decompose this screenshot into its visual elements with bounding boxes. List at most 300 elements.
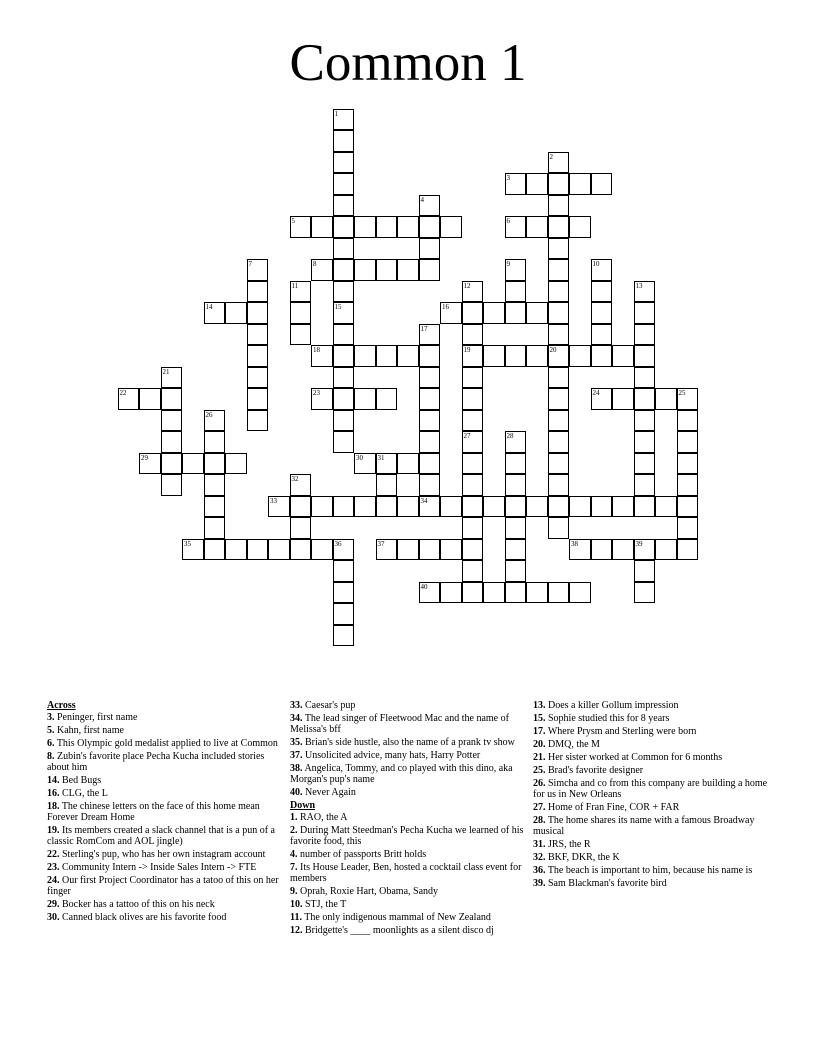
grid-cell[interactable] — [591, 173, 613, 195]
grid-cell[interactable] — [677, 453, 699, 475]
clues-column-2 — [290, 700, 526, 938]
grid-cell[interactable] — [333, 281, 355, 303]
grid-cell[interactable] — [333, 582, 355, 604]
grid-cell[interactable] — [204, 410, 226, 432]
down-clue — [533, 839, 781, 850]
clue-label: 38. — [290, 763, 303, 774]
grid-cell[interactable] — [204, 496, 226, 518]
grid-cell[interactable] — [333, 130, 355, 152]
clue-text: Bed Bugs — [62, 775, 102, 786]
grid-cell[interactable] — [591, 345, 613, 367]
grid-cell[interactable] — [311, 259, 333, 281]
grid-cell[interactable] — [505, 517, 527, 539]
grid-cell[interactable] — [333, 496, 355, 518]
grid-cell[interactable] — [569, 539, 591, 561]
grid-cell[interactable] — [505, 582, 527, 604]
grid-cell[interactable] — [182, 539, 204, 561]
clue-label: 35. — [290, 737, 303, 748]
clue-number: 7 — [248, 260, 252, 268]
grid-cell[interactable] — [161, 431, 183, 453]
grid-cell[interactable] — [333, 259, 355, 281]
grid-cell[interactable] — [634, 453, 656, 475]
grid-cell[interactable] — [247, 367, 269, 389]
grid-cell[interactable] — [225, 539, 247, 561]
grid-cell[interactable] — [333, 324, 355, 346]
grid-cell[interactable] — [247, 345, 269, 367]
grid-cell[interactable] — [548, 410, 570, 432]
grid-cell[interactable] — [440, 582, 462, 604]
clue-number: 27 — [463, 432, 471, 440]
grid-cell[interactable] — [247, 410, 269, 432]
grid-cell[interactable] — [634, 410, 656, 432]
grid-cell[interactable] — [311, 216, 333, 238]
grid-cell[interactable] — [677, 474, 699, 496]
clue-text: number of passports Britt holds — [300, 849, 427, 860]
grid-cell[interactable] — [440, 539, 462, 561]
across-clue — [47, 875, 287, 897]
clue-number: 18 — [313, 346, 320, 354]
clue-number: 16 — [442, 303, 449, 311]
grid-cell[interactable] — [376, 539, 398, 561]
grid-cell[interactable] — [333, 109, 355, 131]
grid-cell[interactable] — [548, 195, 570, 217]
grid-cell[interactable] — [290, 216, 312, 238]
grid-cell[interactable] — [440, 302, 462, 324]
grid-cell[interactable] — [526, 582, 548, 604]
clue-label: 16. — [47, 788, 60, 799]
grid-cell[interactable] — [419, 453, 441, 475]
clue-text: Simcha and co from this company are building a home for us in New Orleans — [533, 778, 768, 800]
clue-number: 11 — [291, 281, 299, 290]
grid-cell[interactable] — [634, 474, 656, 496]
grid-cell[interactable] — [548, 216, 570, 238]
clue-text: Canned black olives are his favorite food — [62, 912, 227, 923]
grid-cell[interactable] — [591, 388, 613, 410]
grid-cell[interactable] — [161, 453, 183, 475]
clue-label: 36. — [533, 865, 546, 876]
grid-cell[interactable] — [612, 539, 634, 561]
down-clue — [533, 865, 781, 876]
clue-text: Community Intern -> Inside Sales Intern -> FTE — [62, 862, 257, 873]
grid-cell[interactable] — [247, 302, 269, 324]
grid-cell[interactable] — [548, 238, 570, 260]
clue-number: 13 — [635, 281, 643, 290]
grid-cell[interactable] — [354, 216, 376, 238]
grid-cell[interactable] — [333, 625, 355, 647]
grid-cell[interactable] — [634, 324, 656, 346]
grid-cell[interactable] — [247, 281, 269, 303]
grid-cell[interactable] — [548, 431, 570, 453]
grid-cell[interactable] — [483, 582, 505, 604]
grid-cell[interactable] — [526, 345, 548, 367]
grid-cell[interactable] — [290, 539, 312, 561]
clue-number: 37 — [377, 539, 385, 548]
grid-cell[interactable] — [376, 496, 398, 518]
grid-cell[interactable] — [419, 216, 441, 238]
grid-cell[interactable] — [354, 388, 376, 410]
grid-cell[interactable] — [419, 431, 441, 453]
clue-text: The chinese letters on the face of this home mean Forever Dream Home — [47, 801, 260, 823]
grid-cell[interactable] — [204, 453, 226, 475]
clue-text: Peninger, first name — [57, 712, 138, 723]
grid-cell[interactable] — [505, 302, 527, 324]
grid-cell[interactable] — [634, 367, 656, 389]
grid-cell[interactable] — [333, 603, 355, 625]
clue-number: 38 — [571, 539, 578, 548]
grid-cell[interactable] — [376, 259, 398, 281]
grid-cell[interactable] — [569, 216, 591, 238]
grid-cell[interactable] — [677, 431, 699, 453]
grid-cell[interactable] — [290, 517, 312, 539]
grid-cell[interactable] — [591, 302, 613, 324]
down-clue — [290, 862, 526, 884]
grid-cell[interactable] — [505, 345, 527, 367]
across-clue — [47, 725, 287, 736]
clue-number: 25 — [678, 389, 686, 397]
clue-text: Its members created a slack channel that is a pun of a classic RomCom and AOL jingle) — [47, 825, 275, 847]
grid-cell[interactable] — [397, 539, 419, 561]
grid-cell[interactable] — [462, 388, 484, 410]
grid-cell[interactable] — [462, 431, 484, 453]
grid-cell[interactable] — [505, 560, 527, 582]
grid-cell[interactable] — [333, 152, 355, 174]
grid-cell[interactable] — [139, 388, 161, 410]
grid-cell[interactable] — [505, 496, 527, 518]
grid-cell[interactable] — [333, 410, 355, 432]
across-clue — [47, 825, 287, 847]
grid-cell[interactable] — [397, 453, 419, 475]
grid-cell[interactable] — [634, 388, 656, 410]
grid-cell[interactable] — [376, 345, 398, 367]
grid-cell[interactable] — [376, 216, 398, 238]
across-clue — [290, 787, 526, 798]
grid-cell[interactable] — [462, 496, 484, 518]
down-clue — [533, 752, 781, 763]
down-clue — [533, 726, 781, 737]
grid-cell[interactable] — [634, 496, 656, 518]
grid-cell[interactable] — [419, 345, 441, 367]
grid-cell[interactable] — [247, 259, 269, 281]
grid-cell[interactable] — [548, 496, 570, 518]
grid-cell[interactable] — [182, 453, 204, 475]
grid-cell[interactable] — [569, 173, 591, 195]
grid-cell[interactable] — [548, 367, 570, 389]
grid-cell[interactable] — [634, 345, 656, 367]
grid-cell[interactable] — [548, 324, 570, 346]
clue-text: The home shares its name with a famous Broadway musical — [533, 815, 755, 837]
grid-cell[interactable] — [333, 388, 355, 410]
clue-number: 36 — [334, 539, 342, 548]
grid-cell[interactable] — [548, 281, 570, 303]
clue-text: Angelica, Tommy, and co played with this dino, aka Morgan's pup's name — [290, 763, 513, 785]
grid-cell[interactable] — [204, 431, 226, 453]
grid-cell[interactable] — [505, 259, 527, 281]
grid-cell[interactable] — [677, 496, 699, 518]
grid-cell[interactable] — [548, 474, 570, 496]
grid-cell[interactable] — [419, 238, 441, 260]
clue-number: 35 — [184, 539, 191, 548]
grid-cell[interactable] — [333, 216, 355, 238]
grid-cell[interactable] — [290, 496, 312, 518]
grid-cell[interactable] — [376, 388, 398, 410]
grid-cell[interactable] — [462, 539, 484, 561]
grid-cell[interactable] — [204, 302, 226, 324]
clue-text: Brian's side hustle, also the name of a prank tv show — [305, 737, 515, 748]
grid-cell[interactable] — [290, 281, 312, 303]
grid-cell[interactable] — [505, 453, 527, 475]
clues-column-3 — [533, 700, 781, 891]
down-clue — [533, 802, 781, 813]
grid-cell[interactable] — [505, 173, 527, 195]
grid-cell[interactable] — [505, 216, 527, 238]
grid-cell[interactable] — [376, 453, 398, 475]
grid-cell[interactable] — [161, 367, 183, 389]
grid-cell[interactable] — [440, 216, 462, 238]
clue-label: 20. — [533, 739, 546, 750]
grid-cell[interactable] — [290, 324, 312, 346]
clue-number: 19 — [463, 346, 471, 354]
grid-cell[interactable] — [569, 582, 591, 604]
grid-cell[interactable] — [247, 324, 269, 346]
grid-cell[interactable] — [333, 367, 355, 389]
grid-cell[interactable] — [462, 410, 484, 432]
grid-cell[interactable] — [548, 453, 570, 475]
grid-cell[interactable] — [268, 539, 290, 561]
clue-label: 3. — [47, 712, 55, 723]
grid-cell[interactable] — [290, 474, 312, 496]
grid-cell[interactable] — [333, 302, 355, 324]
clue-number: 14 — [205, 303, 213, 311]
clue-number: 23 — [313, 389, 320, 397]
grid-cell[interactable] — [462, 560, 484, 582]
clue-label: 34. — [290, 713, 303, 724]
across-clue — [47, 788, 287, 799]
clue-number: 8 — [313, 260, 317, 268]
grid-cell[interactable] — [311, 496, 333, 518]
grid-cell[interactable] — [612, 388, 634, 410]
grid-cell[interactable] — [462, 345, 484, 367]
page-title: Common 1 — [289, 34, 527, 92]
grid-cell[interactable] — [548, 582, 570, 604]
clue-label: 6. — [47, 738, 55, 749]
grid-cell[interactable] — [247, 388, 269, 410]
grid-cell[interactable] — [655, 539, 677, 561]
across-clue — [47, 801, 287, 823]
clue-text: Our first Project Coordinator has a tatoo of this on her finger — [47, 875, 279, 897]
grid-cell[interactable] — [333, 173, 355, 195]
across-clue — [47, 738, 287, 749]
clue-text: Its House Leader, Ben, hosted a cocktail class event for members — [290, 862, 522, 884]
grid-cell[interactable] — [462, 517, 484, 539]
grid-cell[interactable] — [569, 345, 591, 367]
clue-number: 32 — [291, 475, 299, 483]
clue-number: 10 — [592, 260, 600, 268]
clue-text: Bridgette's ____ moonlights as a silent disco dj — [305, 925, 494, 936]
grid-cell[interactable] — [483, 345, 505, 367]
grid-cell[interactable] — [505, 431, 527, 453]
across-clue — [47, 849, 287, 860]
grid-cell[interactable] — [591, 259, 613, 281]
grid-cell[interactable] — [569, 496, 591, 518]
across-clue — [47, 775, 287, 786]
grid-cell[interactable] — [612, 345, 634, 367]
grid-cell[interactable] — [548, 152, 570, 174]
grid-cell[interactable] — [225, 302, 247, 324]
grid-cell[interactable] — [311, 345, 333, 367]
grid-cell[interactable] — [268, 496, 290, 518]
clue-label: 10. — [290, 899, 303, 910]
grid-cell[interactable] — [505, 474, 527, 496]
grid-cell[interactable] — [655, 496, 677, 518]
grid-cell[interactable] — [247, 539, 269, 561]
grid-cell[interactable] — [397, 496, 419, 518]
clue-text: Bocker has a tattoo of this on his neck — [62, 899, 215, 910]
clue-label: 19. — [47, 825, 60, 836]
grid-cell[interactable] — [505, 281, 527, 303]
grid-cell[interactable] — [462, 324, 484, 346]
grid-cell[interactable] — [612, 496, 634, 518]
clue-text: Sophie studied this for 8 years — [548, 713, 670, 724]
down-clue — [533, 700, 781, 711]
grid-cell[interactable] — [591, 281, 613, 303]
grid-cell[interactable] — [526, 302, 548, 324]
clue-label: 13. — [533, 700, 546, 711]
grid-cell[interactable] — [161, 388, 183, 410]
grid-cell[interactable] — [139, 453, 161, 475]
grid-cell[interactable] — [655, 388, 677, 410]
grid-cell[interactable] — [548, 259, 570, 281]
grid-cell[interactable] — [677, 539, 699, 561]
grid-cell[interactable] — [548, 345, 570, 367]
grid-cell[interactable] — [354, 345, 376, 367]
grid-cell[interactable] — [462, 453, 484, 475]
grid-cell[interactable] — [677, 410, 699, 432]
clues-column-1 — [47, 700, 287, 925]
grid-cell[interactable] — [333, 345, 355, 367]
grid-cell[interactable] — [419, 259, 441, 281]
grid-cell[interactable] — [161, 474, 183, 496]
grid-cell[interactable] — [634, 539, 656, 561]
grid-cell[interactable] — [462, 281, 484, 303]
grid-cell[interactable] — [333, 238, 355, 260]
grid-cell[interactable] — [634, 431, 656, 453]
down-clue — [290, 812, 526, 823]
down-clue — [533, 765, 781, 776]
clue-number: 31 — [377, 453, 385, 462]
grid-cell[interactable] — [591, 539, 613, 561]
clue-number: 2 — [549, 152, 553, 161]
grid-cell[interactable] — [548, 517, 570, 539]
grid-cell[interactable] — [677, 517, 699, 539]
grid-cell[interactable] — [225, 453, 247, 475]
clue-number: 12 — [463, 281, 471, 290]
grid-cell[interactable] — [204, 474, 226, 496]
grid-cell[interactable] — [354, 259, 376, 281]
grid-cell[interactable] — [419, 195, 441, 217]
grid-cell[interactable] — [419, 539, 441, 561]
grid-cell[interactable] — [419, 582, 441, 604]
grid-cell[interactable] — [397, 216, 419, 238]
across-clue — [290, 763, 526, 785]
grid-cell[interactable] — [333, 539, 355, 561]
grid-cell[interactable] — [634, 582, 656, 604]
grid-cell[interactable] — [505, 539, 527, 561]
grid-cell[interactable] — [419, 324, 441, 346]
across-clue — [47, 862, 287, 873]
grid-cell[interactable] — [333, 195, 355, 217]
grid-cell[interactable] — [440, 496, 462, 518]
grid-cell[interactable] — [118, 388, 140, 410]
grid-cell[interactable] — [548, 302, 570, 324]
clue-label: 5. — [47, 725, 55, 736]
clue-label: 4. — [290, 849, 298, 860]
grid-cell[interactable] — [354, 453, 376, 475]
grid-cell[interactable] — [419, 388, 441, 410]
across-header: Across — [47, 700, 76, 711]
grid-cell[interactable] — [419, 367, 441, 389]
grid-cell[interactable] — [419, 496, 441, 518]
grid-cell[interactable] — [333, 560, 355, 582]
grid-cell[interactable] — [634, 302, 656, 324]
grid-cell[interactable] — [483, 496, 505, 518]
grid-cell[interactable] — [462, 582, 484, 604]
grid-cell[interactable] — [354, 496, 376, 518]
grid-cell[interactable] — [333, 431, 355, 453]
grid-cell[interactable] — [419, 474, 441, 496]
grid-cell[interactable] — [462, 474, 484, 496]
grid-cell[interactable] — [419, 410, 441, 432]
grid-cell[interactable] — [311, 388, 333, 410]
grid-cell[interactable] — [397, 345, 419, 367]
across-clue — [47, 712, 287, 723]
down-clue — [533, 739, 781, 750]
grid-cell[interactable] — [311, 539, 333, 561]
grid-cell[interactable] — [462, 302, 484, 324]
grid-cell[interactable] — [526, 173, 548, 195]
down-clue — [290, 899, 526, 910]
clue-label: 8. — [47, 751, 55, 762]
clue-text: Oprah, Roxie Hart, Obama, Sandy — [300, 886, 439, 897]
across-clue — [47, 751, 287, 773]
clue-number: 24 — [592, 389, 600, 397]
grid-cell[interactable] — [376, 474, 398, 496]
grid-cell[interactable] — [462, 367, 484, 389]
grid-cell[interactable] — [161, 410, 183, 432]
grid-cell[interactable] — [548, 388, 570, 410]
clue-number: 33 — [270, 496, 277, 505]
grid-cell[interactable] — [526, 216, 548, 238]
clue-label: 26. — [533, 778, 546, 789]
grid-cell[interactable] — [677, 388, 699, 410]
grid-cell[interactable] — [526, 496, 548, 518]
grid-cell[interactable] — [591, 324, 613, 346]
clue-label: 25. — [533, 765, 546, 776]
grid-cell[interactable] — [634, 281, 656, 303]
grid-cell[interactable] — [548, 173, 570, 195]
grid-cell[interactable] — [591, 496, 613, 518]
grid-cell[interactable] — [290, 302, 312, 324]
clue-label: 22. — [47, 849, 60, 860]
grid-cell[interactable] — [483, 302, 505, 324]
clue-text: JRS, the R — [548, 839, 591, 850]
grid-cell[interactable] — [397, 259, 419, 281]
grid-cell[interactable] — [204, 517, 226, 539]
clue-number: 26 — [205, 410, 213, 419]
clue-text: Unsolicited advice, many hats, Harry Potter — [305, 750, 481, 761]
grid-cell[interactable] — [634, 560, 656, 582]
clue-text: The lead singer of Fleetwood Mac and the name of Melissa's bff — [290, 713, 509, 735]
grid-cell[interactable] — [204, 539, 226, 561]
